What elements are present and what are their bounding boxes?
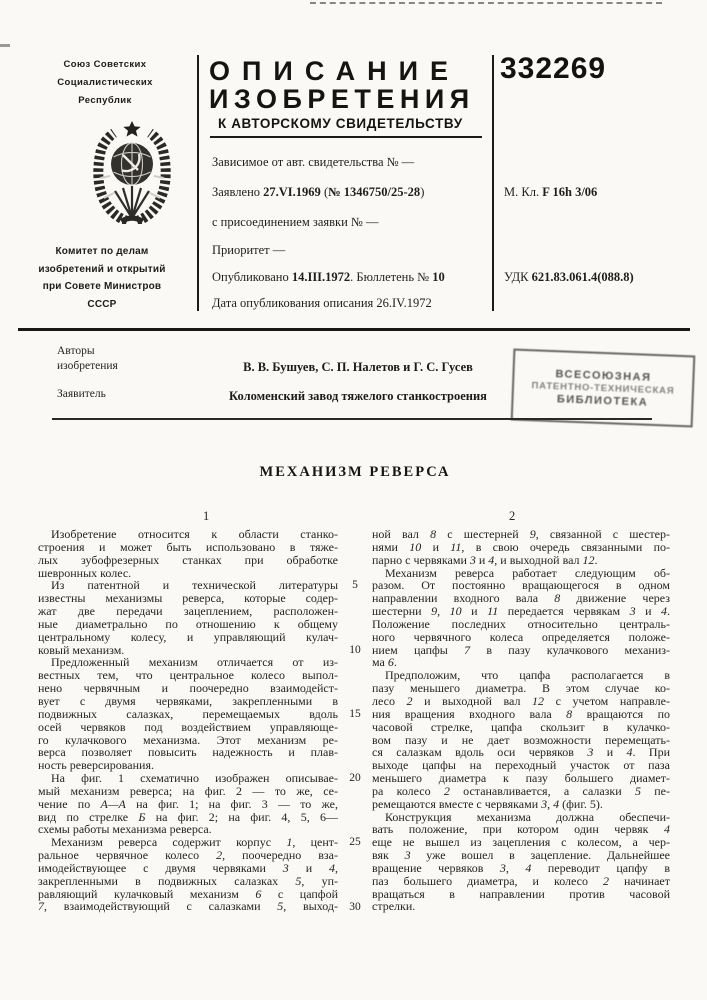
body-text-line: вяк 3 уже вошел в зацепление. Дальнейшее — [372, 848, 671, 863]
body-text-line: ной вал 8 с шестерней 9, связанной с шестер- — [372, 527, 670, 541]
body-text-line: еще не вышел из зацепления с колесом, а чер- — [372, 835, 670, 850]
doc-type-title-line2: ИЗОБРЕТЕНИЯ — [209, 84, 475, 114]
body-text-line: меньшего диаметра к пазу большего диамет- — [372, 771, 670, 786]
body-text-line: осей червяков под воздействием управляюще- — [38, 719, 338, 734]
body-text-line: часовой стрелке, цапфа скользит в кулачко- — [372, 719, 670, 734]
body-text-line: нием цапфы 7 в пазу кулачкового механиз- — [372, 642, 670, 657]
line-number: 15 — [349, 707, 361, 720]
committee-name — [14, 243, 190, 313]
committee-name-line: изобретений и открытий — [38, 263, 166, 275]
body-text-line: мый механизм реверса; на фиг. 2 — то же, се- — [38, 783, 338, 798]
body-text-line: подвижных салазках, перемещаемых вдоль — [38, 706, 338, 721]
body-text-line: вращение червяков 3, 4 переводит цапфу в — [372, 860, 670, 875]
photocopy-edge-mark — [0, 44, 10, 47]
union-name — [20, 56, 190, 110]
body-text-line: парно с червяками 3 и 4, и выходной вал 12. — [372, 552, 598, 567]
body-text-line: лых зубофрезерных станках при обработке — [38, 552, 338, 567]
body-text-line: ность реверсирования. — [38, 758, 154, 773]
library-stamp-line: БИБЛИОТЕКА — [556, 392, 649, 409]
library-stamp-line: ПАТЕНТНО-ТЕХНИЧЕСКАЯ — [531, 379, 675, 397]
doc-subtype: К АВТОРСКОМУ СВИДЕТЕЛЬСТВУ — [218, 116, 463, 131]
body-text-line: паз большего диаметра, и колесо 2 начинает — [372, 873, 671, 888]
line-number: 5 — [352, 579, 358, 592]
body-text-line: центральному колесу, и управляющий кулач- — [38, 629, 338, 644]
committee-name-line: СССР — [87, 298, 117, 310]
column-number-1: 1 — [203, 509, 210, 523]
body-text-line: вом пазу и не дает возможности перемещать- — [372, 732, 670, 747]
body-text-line: ковый механизм. — [38, 642, 125, 657]
union-name-line: Союз Советских — [63, 59, 147, 70]
body-text-line: строения и может быть использовано в тяже- — [38, 539, 338, 554]
body-text-line: верса позволяет повысить надежность и плав- — [38, 745, 338, 760]
invention-title: МЕХАНИЗМ РЕВЕРСА — [259, 464, 451, 480]
union-name-line: Социалистических — [57, 77, 153, 88]
subtype-underline — [210, 136, 482, 138]
biblio-row: Дата опубликования описания 26.IV.1972 — [212, 296, 432, 310]
body-text-line: шевронных колес. — [38, 565, 132, 580]
line-number-gutter — [342, 528, 368, 914]
body-text-line: Механизм реверса содержит корпус 1, цент- — [51, 835, 338, 850]
body-column-left — [38, 528, 338, 913]
line-number: 30 — [349, 900, 361, 913]
union-name-line: Республик — [78, 95, 132, 106]
line-number: 10 — [349, 643, 361, 656]
body-text-line: направлении входного вала 8 движение через — [372, 591, 670, 606]
body-text-line: вать положение, при котором один червяк 4 — [372, 822, 670, 837]
authors-names: В. В. Бушуев, С. П. Налетов и Г. С. Гусев — [243, 360, 473, 374]
library-stamp — [511, 349, 696, 428]
body-text-line: вращаться в направлении против часовой — [372, 886, 670, 901]
column-number-2: 2 — [509, 509, 516, 523]
body-text-line: го кулачкового механизма. Этот механизм ре- — [38, 732, 338, 747]
body-text-line: разом. От постоянно вращающегося в одном — [372, 578, 670, 593]
body-text-line: ния вращения входного вала 8 вращаются по — [372, 706, 670, 721]
applicant-name: Коломенский завод тяжелого станкостроения — [229, 389, 487, 403]
biblio-row: Опубликовано 14.III.1972. Бюллетень № 10 — [212, 270, 445, 284]
body-text-line: Механизм реверса работает следующим об- — [385, 565, 670, 580]
authors-label-line: Авторы — [57, 345, 95, 357]
authors-label-line: изобретения — [57, 360, 118, 372]
body-text-line: ральное червячное колесо 2, поочередно вза- — [38, 848, 338, 863]
body-text-line: нями 10 и 11, в свою очередь связанными по- — [372, 539, 670, 554]
body-text-line: ся салазкам вдоль оси червяков 3 и 4. При — [372, 745, 670, 760]
ussr-emblem-icon — [86, 120, 178, 224]
authors-divider-rule — [52, 418, 652, 420]
body-text-line: выходе цапфы на переходный участок от паза — [372, 758, 670, 773]
body-text-line: схемы работы механизма реверса. — [38, 822, 212, 837]
committee-name-line: при Совете Министров — [42, 281, 162, 292]
library-stamp-line: ВСЕСОЮЗНАЯ — [555, 367, 652, 384]
body-text-line: 7, взаимодействующий с салазками 5, выход- — [38, 899, 339, 914]
body-text-line: ные диаметрально по отношению к общему — [38, 616, 338, 631]
doc-type-title-line1: ОПИСАНИЕ — [209, 56, 461, 86]
patent-number: 332269 — [500, 52, 607, 85]
classification-code: М. Кл. F 16h 3/06 — [504, 185, 598, 199]
applicant-label: Заявитель — [57, 388, 106, 400]
body-text-line: Положение последних относительно централь- — [372, 616, 670, 631]
body-column-right — [372, 528, 670, 913]
committee-name-line: Комитет по делам — [55, 246, 149, 257]
body-text-line: Конструкция механизма должна обеспечи- — [385, 809, 670, 824]
body-text-line: ма 6. — [372, 655, 397, 670]
body-text-line: пазу меньшего диаметра. В этом случае ко- — [372, 681, 670, 696]
body-text-line: стрелки. — [372, 899, 416, 914]
udk-code: УДК 621.83.061.4(088.8) — [504, 270, 634, 284]
body-text-line: нено червячным и поочередно взаимодейст- — [38, 681, 338, 696]
body-text-line: чение по А—А на фиг. 1; на фиг. 3 — то же, — [38, 796, 339, 811]
body-text-line: ного червячного колеса определяется положе- — [372, 629, 670, 644]
vertical-rule-right — [492, 55, 494, 311]
line-number: 20 — [349, 772, 361, 785]
vertical-rule-left — [197, 55, 199, 311]
body-text-line: Предложенный механизм отличается от из- — [51, 655, 338, 670]
body-text-line: равляющий кулачковый механизм 6 с цапфой — [38, 886, 338, 901]
body-text-line: шестерни 9, 10 и 11 передается червякам 3 и 4. — [372, 604, 671, 619]
authors-label — [57, 344, 118, 374]
body-text-line: ремещаются вместе с червяками 3, 4 (фиг. 5). — [372, 796, 603, 811]
body-text-line: Предположим, что цапфа располагается в — [385, 668, 670, 683]
biblio-row: с присоединением заявки № — — [212, 215, 379, 229]
line-number: 25 — [349, 836, 361, 849]
body-text-line: Из патентной и технической литературы — [51, 578, 338, 593]
body-text-line: лесо 2 и выходной вал 12 с учетом направле- — [372, 693, 670, 708]
photocopy-dash-line — [310, 2, 662, 4]
body-text-line: закрепленными в подвижных салазках 5, уп- — [38, 873, 339, 888]
body-text-line: вует с двумя червяками, закрепленными в — [38, 693, 338, 708]
body-text-line: вестных тем, что центральное колесо выпол- — [38, 668, 338, 683]
biblio-row: Приоритет — — [212, 243, 286, 257]
body-text-line: Изобретение относится к области станко- — [51, 527, 338, 541]
body-text-line: имодействующее с двумя червяками 3 и 4, — [38, 860, 338, 875]
biblio-row: Заявлено 27.VI.1969 (№ 1346750/25-28) — [212, 185, 425, 199]
body-text-line: известны механизмы реверса, которые содер- — [38, 591, 338, 606]
body-text-line: На фиг. 1 схематично изображен описывае- — [51, 771, 338, 786]
body-text-line: жат две передачи зацеплением, расположен- — [38, 604, 338, 619]
body-text-line: ра колесо 2 останавливается, а салазки 5 пе- — [372, 783, 670, 798]
header-divider-rule — [18, 328, 690, 331]
body-text-line: вид по стрелке Б на фиг. 2; на фиг. 4, 5, 6— — [38, 809, 338, 824]
biblio-row: Зависимое от авт. свидетельства № — — [212, 155, 415, 169]
